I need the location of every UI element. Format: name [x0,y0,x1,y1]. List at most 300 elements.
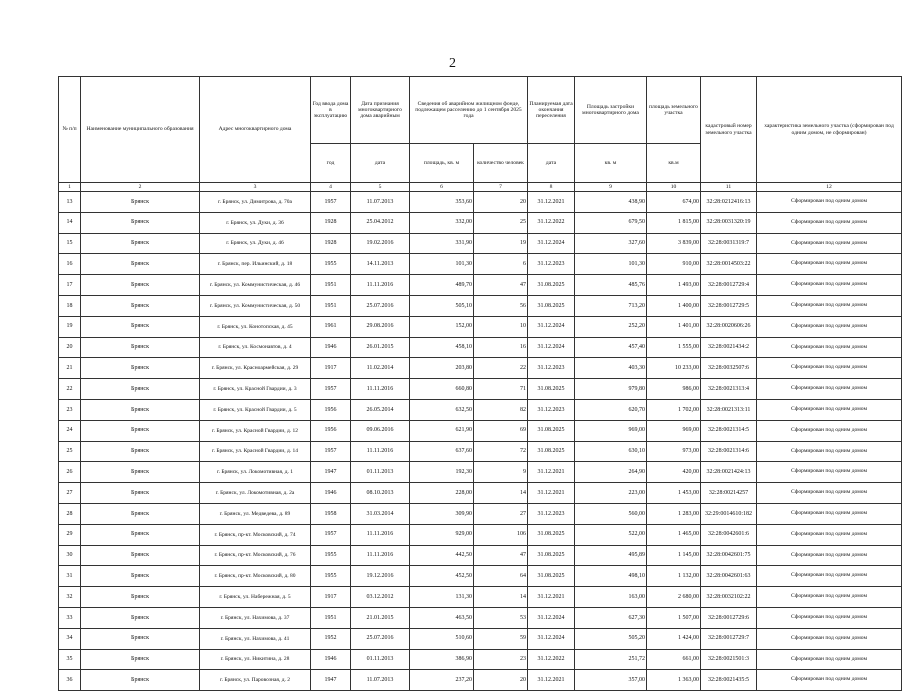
address-cell: г. Брянск, ул. Красной Гвардии, д. 14 [200,441,311,462]
building-area-cell: 627,30 [575,607,647,628]
row-number: 29 [59,524,81,545]
table-row [59,545,902,566]
building-area-cell: 969,00 [575,420,647,441]
land-characteristic-cell: Сформирован под одним домом [757,379,902,400]
land-area-cell: 1 283,00 [647,503,701,524]
row-number: 22 [59,379,81,400]
land-characteristic-cell: Сформирован под одним домом [757,462,902,483]
land-area-cell: 1 424,00 [647,628,701,649]
land-characteristic-cell: Сформирован под одним домом [757,358,902,379]
cadastral-number-cell: 32:28:0031320:19 [701,212,757,233]
row-number: 30 [59,545,81,566]
building-area-cell: 495,89 [575,545,647,566]
page-number: 2 [449,56,456,71]
building-area-cell: 251,72 [575,649,647,670]
year-built-cell: 1951 [311,295,351,316]
municipality-cell: Брянск [81,670,200,691]
emergency-date-cell: 21.01.2015 [351,607,410,628]
people-count-cell: 27 [474,503,528,524]
header-cadastral: кадастровый номер земельного участка [701,77,757,183]
municipality-cell: Брянск [81,545,200,566]
header-building-area: Площадь застройки многоквартирного дома [575,77,647,144]
land-area-cell: 3 839,00 [647,233,701,254]
land-area-cell: 1 555,00 [647,337,701,358]
year-built-cell: 1917 [311,358,351,379]
planned-date-cell: 31.12.2024 [528,628,575,649]
cadastral-number-cell: 32:28:0021435:5 [701,670,757,691]
unit-date: дата [351,144,410,183]
year-built-cell: 1957 [311,441,351,462]
cadastral-number-cell: 32:28:0021313:4 [701,379,757,400]
column-number: 7 [474,183,528,192]
cadastral-number-cell: 32:29:0014610:182 [701,503,757,524]
address-cell: г. Брянск, ул. Дуки, д. 36 [200,212,311,233]
building-area-cell: 485,76 [575,275,647,296]
cadastral-number-cell: 32:28:0021434:2 [701,337,757,358]
header-date-emergency: Дата признания многоквартирного дома аварийным [351,77,410,144]
address-cell: г. Брянск, ул. Дуки, д. 46 [200,233,311,254]
year-built-cell: 1946 [311,649,351,670]
year-built-cell: 1956 [311,420,351,441]
area-cell: 632,50 [410,399,474,420]
area-cell: 101,30 [410,254,474,275]
planned-date-cell: 31.12.2024 [528,233,575,254]
people-count-cell: 14 [474,587,528,608]
planned-date-cell: 31.08.2025 [528,545,575,566]
emergency-date-cell: 11.11.2016 [351,441,410,462]
emergency-date-cell: 25.07.2016 [351,628,410,649]
year-built-cell: 1947 [311,670,351,691]
column-number: 8 [528,183,575,192]
planned-date-cell: 31.08.2025 [528,379,575,400]
planned-date-cell: 31.12.2024 [528,607,575,628]
address-cell: г. Брянск, пр-кт. Московский, д. 76 [200,545,311,566]
table-row [59,337,902,358]
cadastral-number-cell: 32:28:0012729:4 [701,275,757,296]
cadastral-number-cell: 32:28:0021314:6 [701,441,757,462]
land-area-cell: 1 401,00 [647,316,701,337]
row-number: 15 [59,233,81,254]
header-year-built: Год ввода дома в эксплуатацию [311,77,351,144]
municipality-cell: Брянск [81,275,200,296]
people-count-cell: 106 [474,524,528,545]
emergency-date-cell: 01.11.2013 [351,462,410,483]
row-number: 35 [59,649,81,670]
year-built-cell: 1961 [311,316,351,337]
municipality-cell: Брянск [81,587,200,608]
land-area-cell: 1 145,00 [647,545,701,566]
row-number: 33 [59,607,81,628]
row-number: 20 [59,337,81,358]
building-area-cell: 457,40 [575,337,647,358]
address-cell: г. Брянск, ул. Красноармейская, д. 29 [200,358,311,379]
column-number: 9 [575,183,647,192]
building-area-cell: 403,30 [575,358,647,379]
address-cell: г. Брянск, ул. Никитина, д. 28 [200,649,311,670]
address-cell: г. Брянск, ул. Коммунистическая, д. 46 [200,275,311,296]
row-number: 24 [59,420,81,441]
building-area-cell: 163,00 [575,587,647,608]
table-row [59,212,902,233]
land-area-cell: 910,00 [647,254,701,275]
unit-year: год [311,144,351,183]
municipality-cell: Брянск [81,254,200,275]
area-cell: 621,90 [410,420,474,441]
unit-sqm: кв. м [575,144,647,183]
land-characteristic-cell: Сформирован под одним домом [757,295,902,316]
column-numbers-row [59,183,902,192]
table-row [59,483,902,504]
municipality-cell: Брянск [81,649,200,670]
area-cell: 332,00 [410,212,474,233]
cadastral-number-cell: 32:28:0012729:5 [701,295,757,316]
row-number: 19 [59,316,81,337]
municipality-cell: Брянск [81,503,200,524]
row-number: 16 [59,254,81,275]
column-number: 1 [59,183,81,192]
people-count-cell: 23 [474,649,528,670]
people-count-cell: 22 [474,358,528,379]
area-cell: 152,00 [410,316,474,337]
table-row [59,628,902,649]
building-area-cell: 620,70 [575,399,647,420]
row-number: 31 [59,566,81,587]
planned-date-cell: 31.12.2022 [528,649,575,670]
table-row [59,503,902,524]
people-count-cell: 59 [474,628,528,649]
land-area-cell: 10 233,00 [647,358,701,379]
planned-date-cell: 31.12.2021 [528,462,575,483]
people-count-cell: 14 [474,483,528,504]
row-number: 26 [59,462,81,483]
cadastral-number-cell: 32:28:0014503:22 [701,254,757,275]
emergency-date-cell: 11.11.2016 [351,524,410,545]
planned-date-cell: 31.12.2021 [528,670,575,691]
year-built-cell: 1951 [311,607,351,628]
area-cell: 660,80 [410,379,474,400]
building-area-cell: 979,80 [575,379,647,400]
table-row [59,462,902,483]
emergency-date-cell: 26.05.2014 [351,399,410,420]
area-cell: 505,10 [410,295,474,316]
address-cell: г. Брянск, ул. Красной Гвардии, д. 12 [200,420,311,441]
emergency-date-cell: 11.11.2016 [351,545,410,566]
year-built-cell: 1946 [311,337,351,358]
housing-registry-table [58,76,902,691]
building-area-cell: 357,00 [575,670,647,691]
table-row [59,275,902,296]
year-built-cell: 1928 [311,212,351,233]
year-built-cell: 1947 [311,462,351,483]
building-area-cell: 101,30 [575,254,647,275]
municipality-cell: Брянск [81,420,200,441]
row-number: 32 [59,587,81,608]
cadastral-number-cell: 32:28:0042601:75 [701,545,757,566]
area-cell: 131,30 [410,587,474,608]
municipality-cell: Брянск [81,379,200,400]
municipality-cell: Брянск [81,462,200,483]
year-built-cell: 1951 [311,275,351,296]
emergency-date-cell: 11.07.2013 [351,670,410,691]
table-row [59,379,902,400]
cadastral-number-cell: 32:28:0021314:5 [701,420,757,441]
table-row [59,441,902,462]
land-characteristic-cell: Сформирован под одним домом [757,275,902,296]
column-number: 5 [351,183,410,192]
land-characteristic-cell: Сформирован под одним домом [757,607,902,628]
land-area-cell: 1 400,00 [647,295,701,316]
address-cell: г. Брянск, ул. Локомотивная, д. 1 [200,462,311,483]
area-cell: 463,50 [410,607,474,628]
people-count-cell: 20 [474,192,528,213]
area-cell: 452,50 [410,566,474,587]
municipality-cell: Брянск [81,524,200,545]
cadastral-number-cell: 32:28:0032102:22 [701,587,757,608]
table-row [59,607,902,628]
row-number: 34 [59,628,81,649]
planned-date-cell: 31.12.2024 [528,316,575,337]
land-area-cell: 1 453,00 [647,483,701,504]
row-number: 21 [59,358,81,379]
year-built-cell: 1957 [311,192,351,213]
people-count-cell: 25 [474,212,528,233]
building-area-cell: 327,60 [575,233,647,254]
area-cell: 442,50 [410,545,474,566]
cadastral-number-cell: 32:28:0212416:13 [701,192,757,213]
building-area-cell: 252,20 [575,316,647,337]
address-cell: г. Брянск, ул. Локомотивная, д. 2а [200,483,311,504]
planned-date-cell: 31.12.2021 [528,483,575,504]
people-count-cell: 6 [474,254,528,275]
people-count-cell: 19 [474,233,528,254]
planned-date-cell: 31.12.2023 [528,254,575,275]
planned-date-cell: 31.08.2025 [528,295,575,316]
land-area-cell: 661,00 [647,649,701,670]
table-row [59,295,902,316]
municipality-cell: Брянск [81,607,200,628]
land-characteristic-cell: Сформирован под одним домом [757,628,902,649]
municipality-cell: Брянск [81,441,200,462]
land-area-cell: 1 132,00 [647,566,701,587]
row-number: 28 [59,503,81,524]
land-characteristic-cell: Сформирован под одним домом [757,587,902,608]
row-number: 14 [59,212,81,233]
table-row [59,192,902,213]
land-area-cell: 1 507,00 [647,607,701,628]
area-cell: 331,90 [410,233,474,254]
cadastral-number-cell: 32:28:0031319:7 [701,233,757,254]
address-cell: г. Брянск, ул. Паровозная, д. 2 [200,670,311,691]
planned-date-cell: 31.08.2025 [528,420,575,441]
area-cell: 458,10 [410,337,474,358]
table-row [59,233,902,254]
planned-date-cell: 31.12.2021 [528,192,575,213]
year-built-cell: 1957 [311,379,351,400]
building-area-cell: 223,00 [575,483,647,504]
land-characteristic-cell: Сформирован под одним домом [757,524,902,545]
area-cell: 489,70 [410,275,474,296]
building-area-cell: 713,20 [575,295,647,316]
row-number: 27 [59,483,81,504]
header-municipality: Наименование муниципального образования [81,77,200,183]
header-num: № п/п [59,77,81,183]
table-row [59,420,902,441]
land-characteristic-cell: Сформирован под одним домом [757,316,902,337]
address-cell: г. Брянск, пер. Ильинский, д. 18 [200,254,311,275]
emergency-date-cell: 29.08.2016 [351,316,410,337]
area-cell: 309,90 [410,503,474,524]
municipality-cell: Брянск [81,566,200,587]
year-built-cell: 1955 [311,566,351,587]
year-built-cell: 1955 [311,545,351,566]
address-cell: г. Брянск, ул. Нахимова, д. 41 [200,628,311,649]
people-count-cell: 20 [474,670,528,691]
municipality-cell: Брянск [81,192,200,213]
land-characteristic-cell: Сформирован под одним домом [757,441,902,462]
emergency-date-cell: 11.07.2013 [351,192,410,213]
people-count-cell: 16 [474,337,528,358]
people-count-cell: 71 [474,379,528,400]
municipality-cell: Брянск [81,233,200,254]
people-count-cell: 69 [474,420,528,441]
table-row [59,649,902,670]
people-count-cell: 82 [474,399,528,420]
row-number: 17 [59,275,81,296]
emergency-date-cell: 19.02.2016 [351,233,410,254]
municipality-cell: Брянск [81,212,200,233]
planned-date-cell: 31.12.2023 [528,358,575,379]
area-cell: 237,20 [410,670,474,691]
table-row [59,566,902,587]
cadastral-number-cell: 32:28:0020606:26 [701,316,757,337]
emergency-date-cell: 08.10.2013 [351,483,410,504]
emergency-date-cell: 19.12.2016 [351,566,410,587]
year-built-cell: 1955 [311,254,351,275]
planned-date-cell: 31.08.2025 [528,524,575,545]
people-count-cell: 47 [474,545,528,566]
emergency-date-cell: 03.12.2012 [351,587,410,608]
emergency-date-cell: 11.02.2014 [351,358,410,379]
table-row [59,254,902,275]
municipality-cell: Брянск [81,295,200,316]
land-characteristic-cell: Сформирован под одним домом [757,649,902,670]
cadastral-number-cell: 32:28:0021313:11 [701,399,757,420]
cadastral-number-cell: 32:28:0042601:6 [701,524,757,545]
planned-date-cell: 31.08.2025 [528,441,575,462]
row-number: 13 [59,192,81,213]
header-land-area: площадь земельного участка [647,77,701,144]
row-number: 36 [59,670,81,691]
planned-date-cell: 31.12.2023 [528,399,575,420]
land-characteristic-cell: Сформирован под одним домом [757,212,902,233]
municipality-cell: Брянск [81,358,200,379]
planned-date-cell: 31.12.2023 [528,503,575,524]
column-number: 4 [311,183,351,192]
address-cell: г. Брянск, ул. Нахимова, д. 37 [200,607,311,628]
emergency-date-cell: 25.07.2016 [351,295,410,316]
area-cell: 192,30 [410,462,474,483]
column-number: 2 [81,183,200,192]
table-row [59,670,902,691]
address-cell: г. Брянск, ул. Набережная, д. 5 [200,587,311,608]
header-planned-date: Планируемая дата окончания переселения [528,77,575,144]
year-built-cell: 1928 [311,233,351,254]
cadastral-number-cell: 32:28:0021424:13 [701,462,757,483]
table-row [59,316,902,337]
land-characteristic-cell: Сформирован под одним домом [757,503,902,524]
year-built-cell: 1957 [311,524,351,545]
cadastral-number-cell: 32:28:0032507:6 [701,358,757,379]
people-count-cell: 72 [474,441,528,462]
area-cell: 929,00 [410,524,474,545]
people-count-cell: 53 [474,607,528,628]
land-area-cell: 1 465,00 [647,524,701,545]
building-area-cell: 498,10 [575,566,647,587]
unit-area: площадь, кв. м [410,144,474,183]
table-row [59,587,902,608]
people-count-cell: 10 [474,316,528,337]
area-cell: 386,90 [410,649,474,670]
building-area-cell: 630,10 [575,441,647,462]
row-number: 25 [59,441,81,462]
table-row [59,399,902,420]
table-row [59,524,902,545]
address-cell: г. Брянск, пр-кт. Московский, д. 80 [200,566,311,587]
unit-sqm-2: кв.м [647,144,701,183]
land-characteristic-cell: Сформирован под одним домом [757,337,902,358]
emergency-date-cell: 09.06.2016 [351,420,410,441]
land-area-cell: 986,00 [647,379,701,400]
land-characteristic-cell: Сформирован под одним домом [757,483,902,504]
address-cell: г. Брянск, ул. Конотопская, д. 45 [200,316,311,337]
building-area-cell: 264,90 [575,462,647,483]
land-area-cell: 1 815,00 [647,212,701,233]
cadastral-number-cell: 32:28:0012729:7 [701,628,757,649]
unit-date-2: дата [528,144,575,183]
land-area-cell: 674,00 [647,192,701,213]
planned-date-cell: 31.12.2021 [528,587,575,608]
cadastral-number-cell: 32:28:0021501:3 [701,649,757,670]
year-built-cell: 1956 [311,399,351,420]
emergency-date-cell: 26.01.2015 [351,337,410,358]
land-characteristic-cell: Сформирован под одним домом [757,420,902,441]
address-cell: г. Брянск, пр-кт. Московский, д. 74 [200,524,311,545]
building-area-cell: 679,50 [575,212,647,233]
cadastral-number-cell: 32:28:0042601:63 [701,566,757,587]
municipality-cell: Брянск [81,628,200,649]
address-cell: г. Брянск, ул. Димитрова, д. 70а [200,192,311,213]
area-cell: 228,00 [410,483,474,504]
row-number: 23 [59,399,81,420]
municipality-cell: Брянск [81,316,200,337]
building-area-cell: 438,90 [575,192,647,213]
planned-date-cell: 31.12.2024 [528,337,575,358]
land-area-cell: 1 363,00 [647,670,701,691]
area-cell: 353,60 [410,192,474,213]
column-number: 6 [410,183,474,192]
planned-date-cell: 31.08.2025 [528,566,575,587]
land-characteristic-cell: Сформирован под одним домом [757,192,902,213]
area-cell: 637,60 [410,441,474,462]
year-built-cell: 1946 [311,483,351,504]
address-cell: г. Брянск, ул. Космонавтов, д. 4 [200,337,311,358]
area-cell: 203,80 [410,358,474,379]
land-area-cell: 1 702,00 [647,399,701,420]
land-characteristic-cell: Сформирован под одним домом [757,566,902,587]
building-area-cell: 522,00 [575,524,647,545]
planned-date-cell: 31.08.2025 [528,275,575,296]
people-count-cell: 9 [474,462,528,483]
